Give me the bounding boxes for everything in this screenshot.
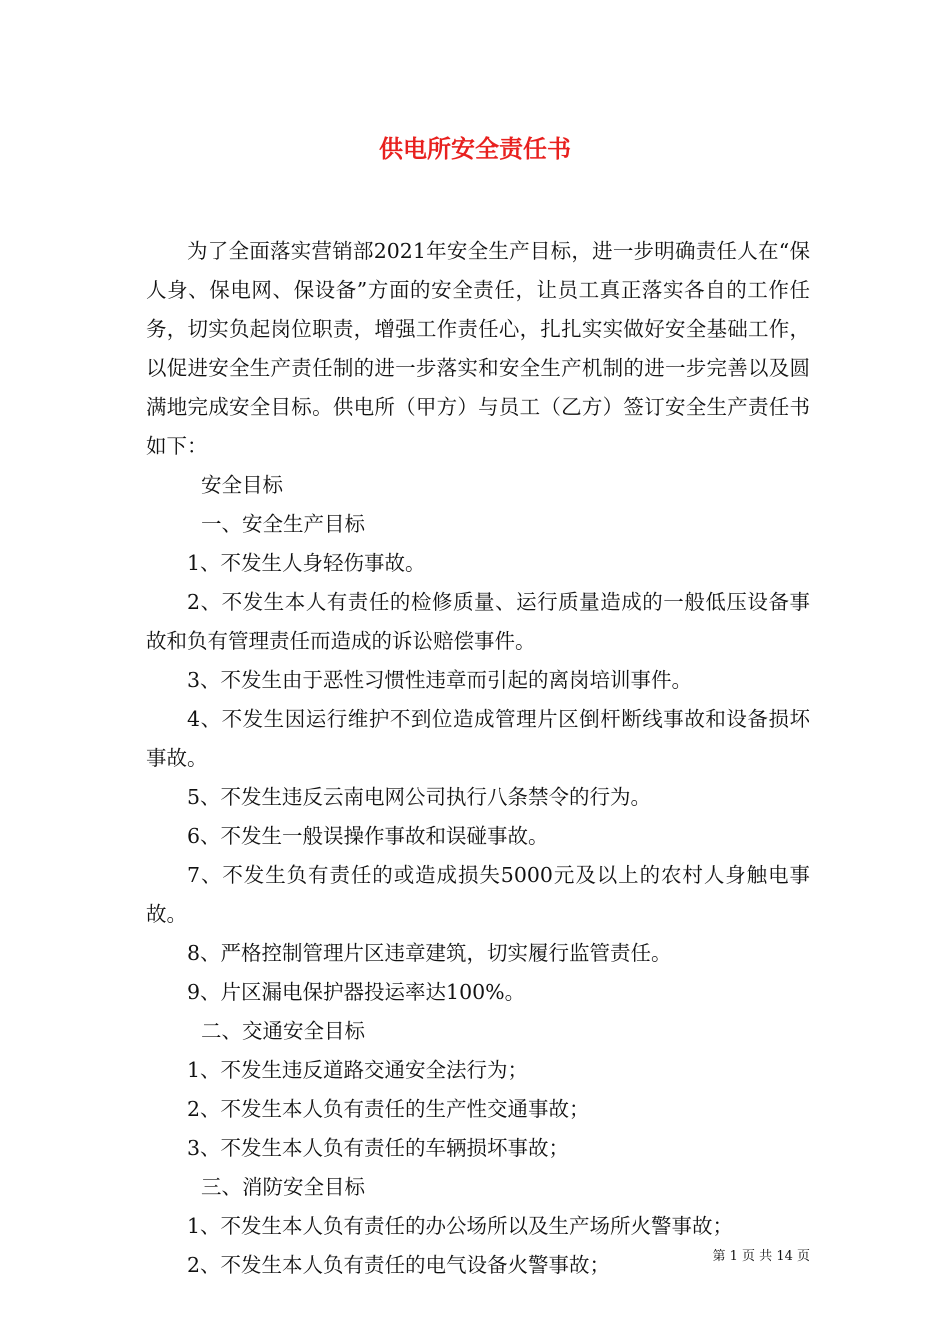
list-item: 9、片区漏电保护器投运率达100%。 xyxy=(187,980,526,1004)
section-title: 三、消防安全目标 xyxy=(201,1175,365,1199)
page-number: 第 1 页 共 14 页 xyxy=(712,1249,810,1264)
section-title: 一、安全生产目标 xyxy=(201,512,365,536)
list-item: 3、不发生由于恶性习惯性违章而引起的离岗培训事件。 xyxy=(187,668,693,692)
list-item: 1、不发生人身轻伤事故。 xyxy=(187,551,426,575)
list-item: 6、不发生一般误操作事故和误碰事故。 xyxy=(187,824,549,848)
list-item: 1、不发生违反道路交通安全法行为； xyxy=(187,1058,529,1082)
list-item: 4、不发生因运行维护不到位造成管理片区倒杆断线事故和设备损坏事故。 xyxy=(146,707,810,770)
list-item: 7、不发生负有责任的或造成损失5000元及以上的农村人身触电事故。 xyxy=(146,863,810,926)
intro-paragraph: 为了全面落实营销部2021年安全生产目标，进一步明确责任人在“保人身、保电网、保设备”方面的安全责任，让员工真正落实各自的工作任务，切实负起岗位职责，增强工作责任心，扎扎实实做好安全基础工作，以促进安全生产责任制的进一步落实和安全生产机制的进一步完善以及圆满地完成安全目标。供电所（甲方）与员工（乙方）签订安全生产责任书如下： xyxy=(146,239,810,458)
list-item: 3、不发生本人负有责任的车辆损坏事故； xyxy=(187,1136,570,1160)
list-item: 2、不发生本人负有责任的生产性交通事故； xyxy=(187,1097,590,1121)
document-body xyxy=(146,232,810,1285)
section-heading: 安全目标 xyxy=(201,473,283,497)
list-item: 2、不发生本人有责任的检修质量、运行质量造成的一般低压设备事故和负有管理责任而造成的诉讼赔偿事件。 xyxy=(146,590,810,653)
list-item: 8、严格控制管理片区违章建筑，切实履行监管责任。 xyxy=(187,941,672,965)
section-title: 二、交通安全目标 xyxy=(201,1019,365,1043)
list-item: 1、不发生本人负有责任的办公场所以及生产场所火警事故； xyxy=(187,1214,734,1238)
list-item: 5、不发生违反云南电网公司执行八条禁令的行为。 xyxy=(187,785,652,809)
list-item: 2、不发生本人负有责任的电气设备火警事故； xyxy=(187,1253,611,1277)
document-title: 供电所安全责任书 xyxy=(379,134,571,163)
